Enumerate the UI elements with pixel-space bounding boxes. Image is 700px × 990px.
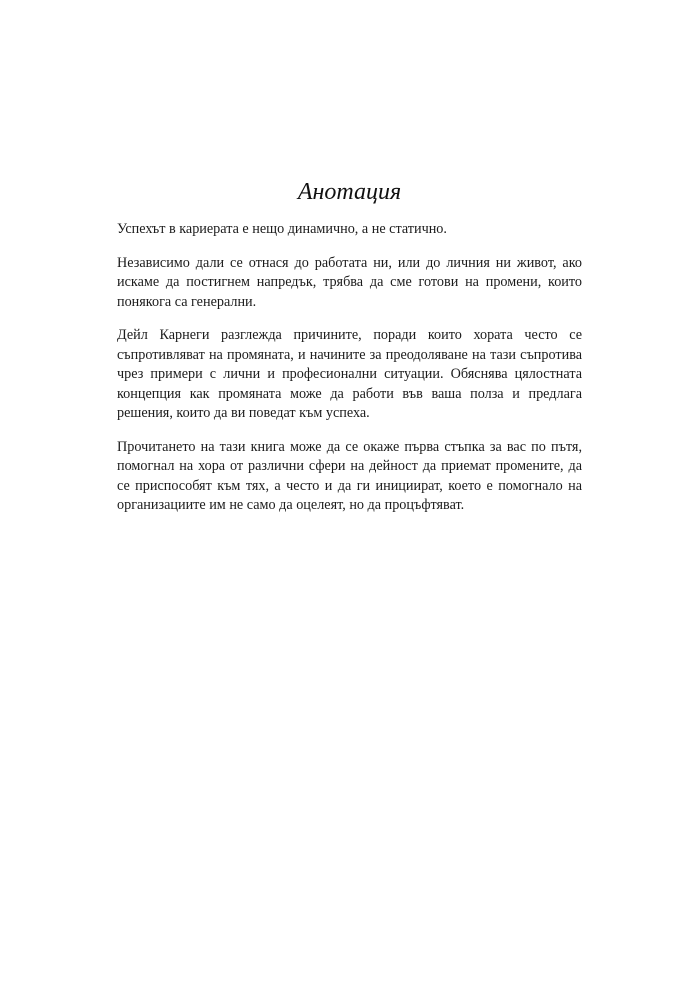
paragraph-2: Независимо дали се отнася до работата ни, или до личния ни живот, ако искаме да постигнем напредък, трябва да сме готови на промени, които понякога са генерални. (117, 254, 582, 310)
paragraph-3: Дейл Карнеги разглежда причините, поради които хората често се съпротивляват на промяната, и начините за преодоляване на тази съпротива чрез примери с лични и професионални ситуации. Обяснява цялостната концепция как промяната може да работи във ваша полза и предлага решения, които да ви поведат към успеха. (117, 327, 582, 421)
paragraph-4: Прочитането на тази книга може да се окаже първа стъпка за вас по пътя, помогнал на хора от различни сфери на дейност да приемат промените, да се приспособят към тях, а често и да ги инициират, което е помогнало на организациите им не само да оцелеят, но да процъфтяват. (117, 438, 582, 513)
annotation-section (117, 178, 582, 530)
paragraph-1: Успехът в кариерата е нещо динамично, а не статично. (117, 221, 447, 237)
page-title: Анотация (297, 179, 402, 205)
